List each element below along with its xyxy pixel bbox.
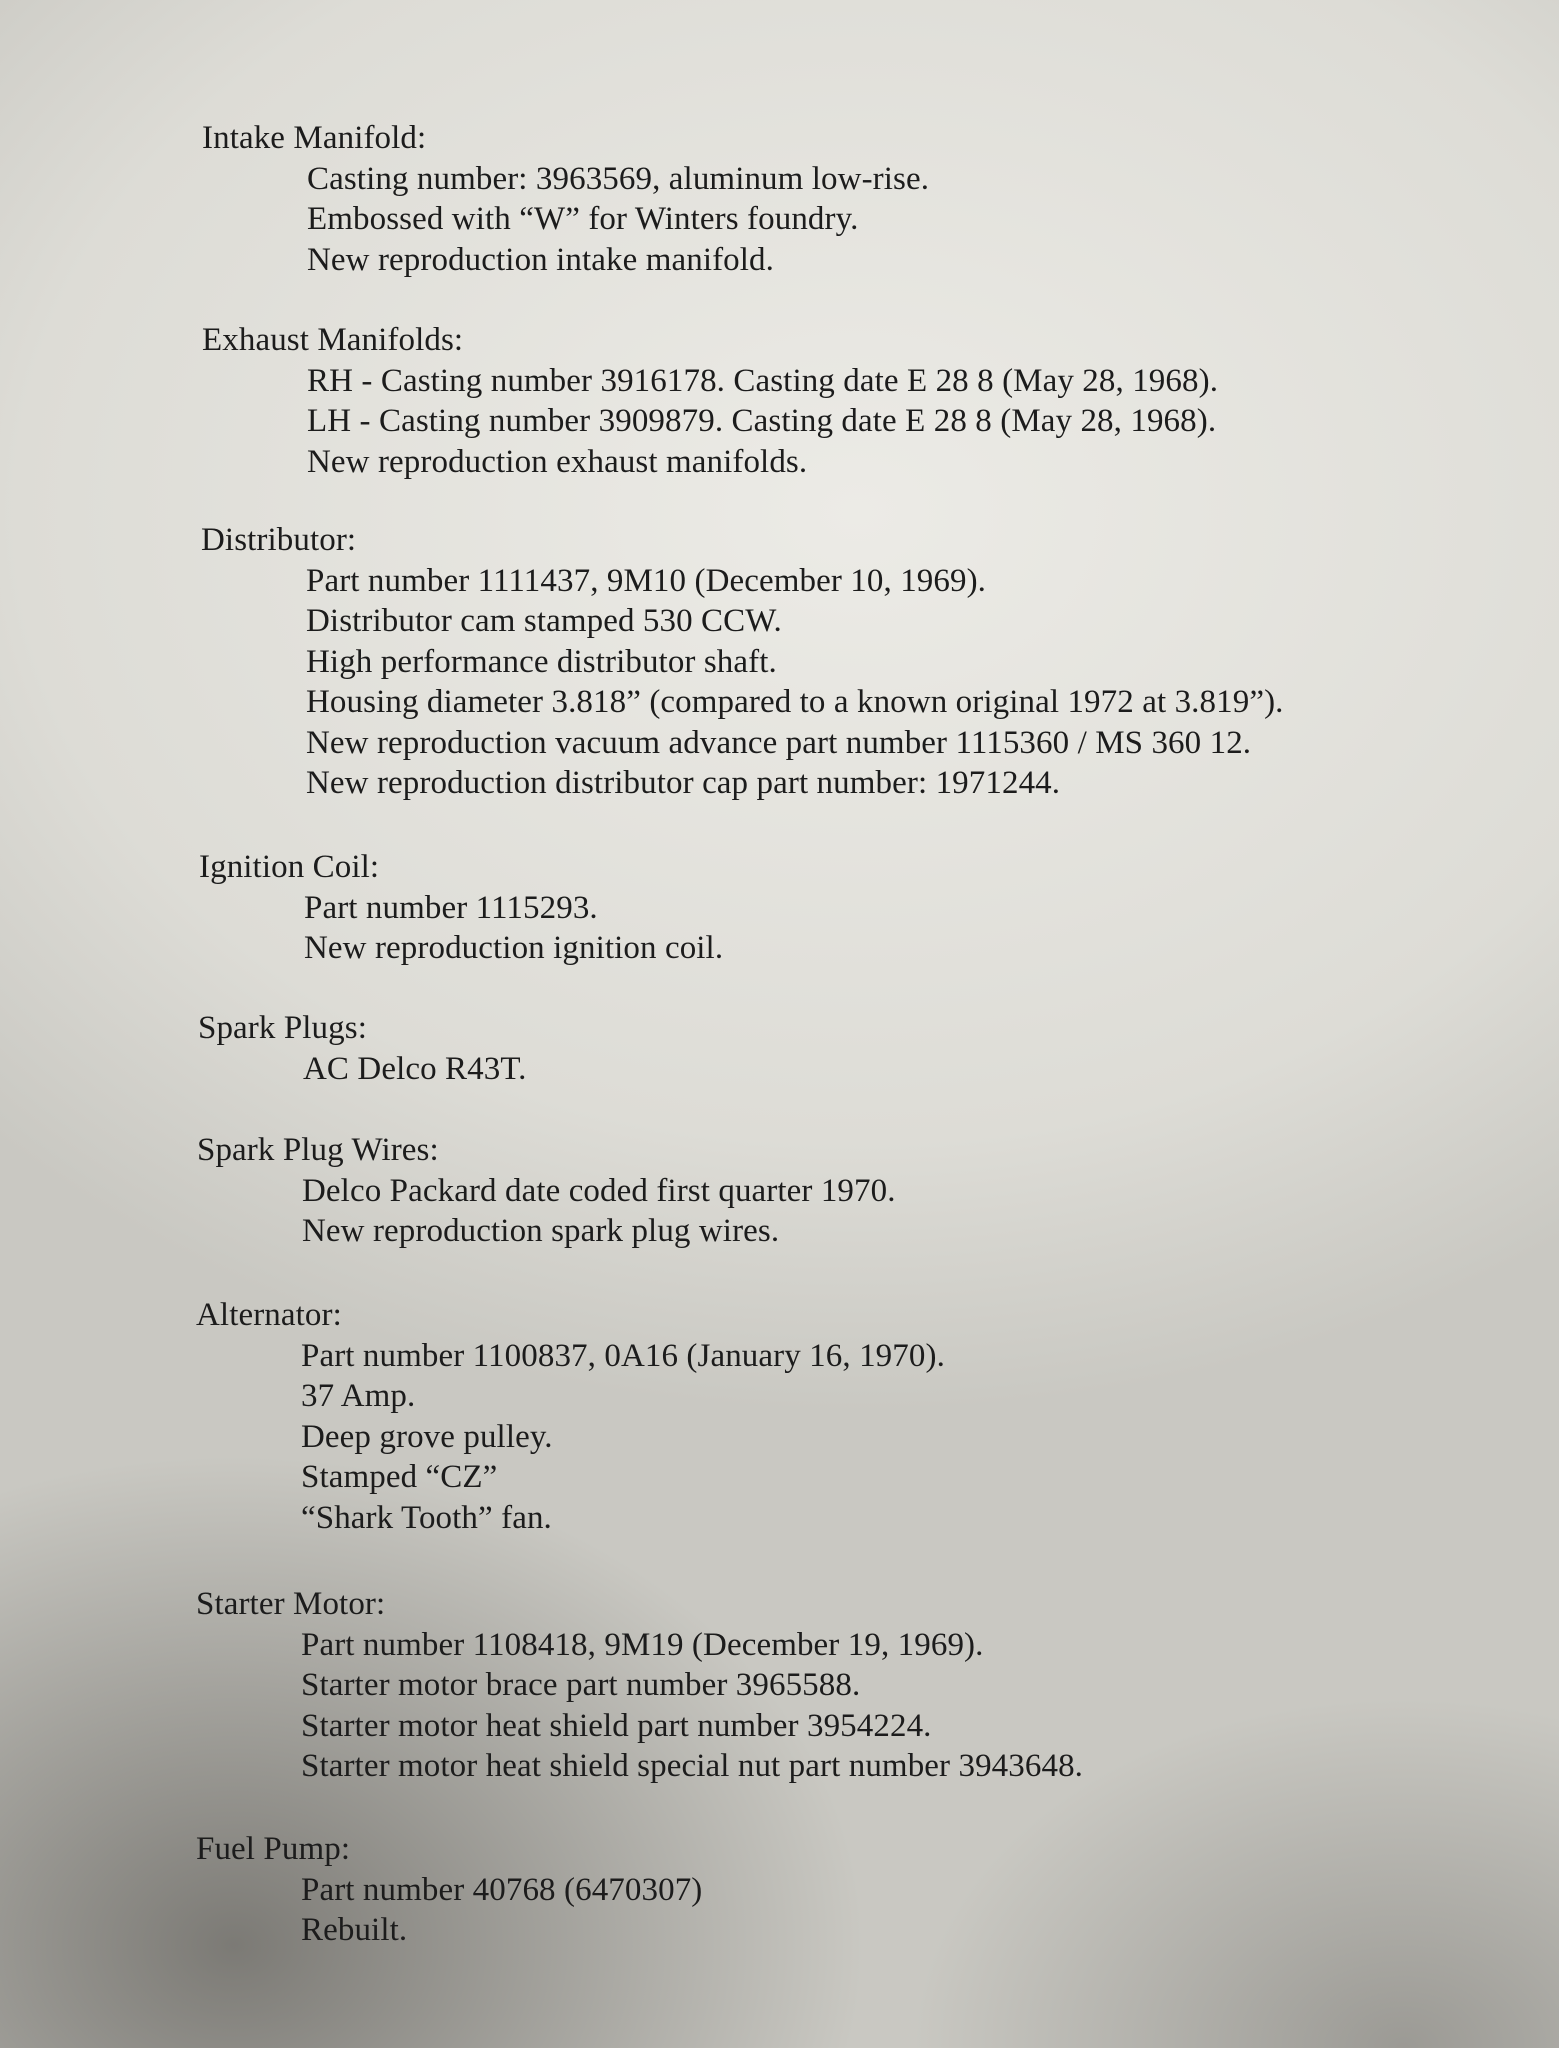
section-line: New reproduction exhaust manifolds. (307, 443, 808, 480)
section-line: New reproduction spark plug wires. (302, 1213, 780, 1249)
section-ignition-coil (199, 847, 723, 969)
section-fuel-pump (196, 1829, 702, 1951)
section-line: Starter motor brace part number 3965588. (301, 1667, 861, 1703)
section-heading: Spark Plugs: (198, 1010, 367, 1046)
section-line: High performance distributor shaft. (306, 643, 777, 680)
section-line: Part number 1111437, 9M10 (December 10, 1969). (306, 562, 987, 599)
section-spark-plug-wires (197, 1130, 896, 1252)
section-line: New reproduction intake manifold. (307, 241, 774, 278)
section-heading: Spark Plug Wires: (197, 1132, 439, 1168)
section-line: Casting number: 3963569, aluminum low-rise. (307, 160, 930, 197)
section-line: Rebuilt. (301, 1912, 408, 1948)
section-exhaust-manifolds (202, 320, 1218, 482)
section-line: New reproduction distributor cap part number: 1971244. (306, 765, 1061, 801)
section-line: RH - Casting number 3916178. Casting date E 28 8 (May 28, 1968). (307, 362, 1219, 399)
section-alternator (196, 1295, 945, 1538)
section-line: Part number 1100837, 0A16 (January 16, 1970). (301, 1337, 945, 1374)
section-distributor (201, 520, 1284, 804)
section-spark-plugs (198, 1008, 527, 1089)
section-line: New reproduction ignition coil. (304, 930, 724, 966)
section-heading: Alternator: (196, 1297, 342, 1333)
section-line: Distributor cam stamped 530 CCW. (306, 603, 782, 639)
section-heading: Ignition Coil: (199, 849, 380, 885)
section-heading: Distributor: (201, 522, 357, 558)
section-heading: Exhaust Manifolds: (202, 322, 464, 358)
section-line: Part number 1108418, 9M19 (December 19, 1969). (301, 1626, 984, 1663)
section-line: Part number 1115293. (304, 889, 598, 926)
section-heading: Fuel Pump: (196, 1831, 351, 1867)
section-line: “Shark Tooth” fan. (301, 1499, 552, 1536)
section-heading: Intake Manifold: (202, 120, 427, 156)
section-line: Stamped “CZ” (301, 1459, 498, 1495)
section-line: Deep grove pulley. (301, 1418, 553, 1455)
section-intake-manifold (202, 118, 929, 280)
section-line: Part number 40768 (6470307) (301, 1871, 703, 1908)
section-starter-motor (196, 1584, 1083, 1787)
section-line: Delco Packard date coded first quarter 1970. (302, 1172, 896, 1209)
section-line: Housing diameter 3.818” (compared to a known original 1972 at 3.819”). (306, 684, 1284, 720)
section-line: LH - Casting number 3909879. Casting date E 28 8 (May 28, 1968). (307, 403, 1217, 439)
section-line: AC Delco R43T. (303, 1050, 527, 1087)
section-line: Starter motor heat shield special nut part number 3943648. (301, 1748, 1084, 1784)
section-line: New reproduction vacuum advance part number 1115360 / MS 360 12. (306, 724, 1252, 761)
section-heading: Starter Motor: (196, 1586, 386, 1622)
section-line: Starter motor heat shield part number 3954224. (301, 1707, 932, 1744)
section-line: Embossed with “W” for Winters foundry. (307, 201, 859, 237)
section-line: 37 Amp. (301, 1378, 416, 1414)
